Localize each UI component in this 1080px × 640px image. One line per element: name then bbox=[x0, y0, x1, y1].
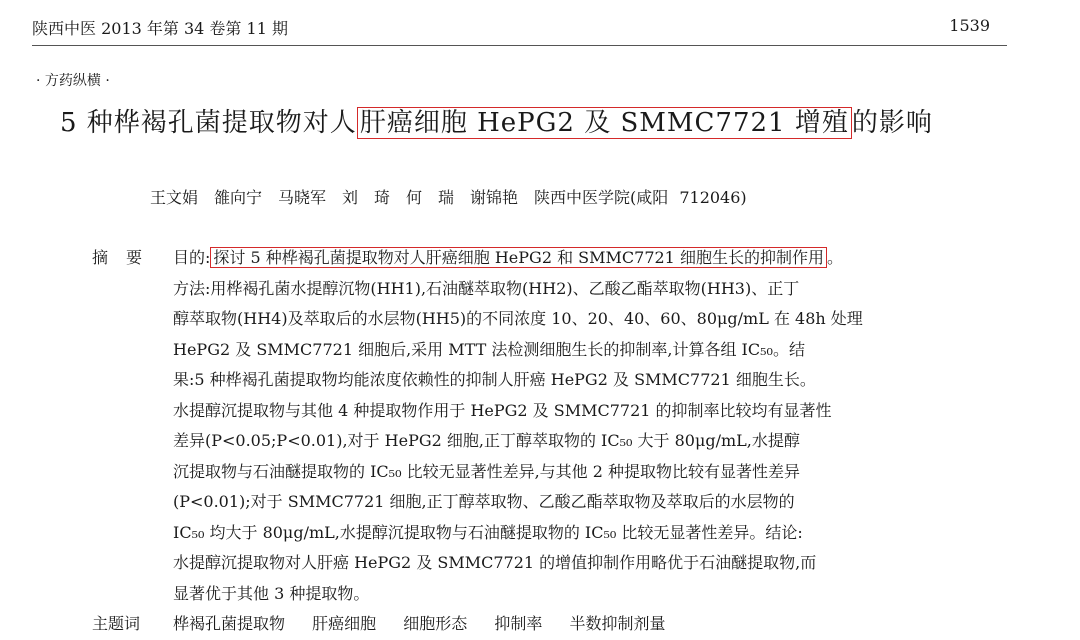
abstract-line: 方法:用桦褐孔菌水提醇沉物(HH1),石油醚萃取物(HH2)、乙酸乙酯萃取物(HH3)、正丁 bbox=[173, 278, 800, 298]
keyword-item: 桦褐孔菌提取物 bbox=[173, 614, 286, 633]
keywords-label: 主题词 bbox=[92, 614, 141, 633]
abstract-line: 差异(P<0.05;P<0.01),对于 HePG2 细胞,正丁醇萃取物的 IC₅₀ 大于 80μg/mL,水提醇 bbox=[173, 431, 800, 450]
authors-affiliation: 王文娟 雒向宁 马晓军 刘 琦 何 瑞 谢锦艳 陕西中医学院(咸阳 712046) bbox=[150, 188, 747, 207]
abstract-line: 显著优于其他 3 种提取物。 bbox=[173, 583, 370, 603]
title-highlight: 肝癌细胞 HePG2 及 SMMC7721 增殖 bbox=[357, 107, 852, 139]
objective-highlight: 探讨 5 种桦褐孔菌提取物对人肝癌细胞 HePG2 和 SMMC7721 细胞生长的抑制作用 bbox=[210, 247, 827, 268]
running-header bbox=[32, 16, 990, 39]
keyword-item: 细胞形态 bbox=[403, 614, 468, 633]
journal-info: 陕西中医 2013 年第 34 卷第 11 期 bbox=[32, 19, 288, 38]
abstract-line: (P<0.01);对于 SMMC7721 细胞,正丁醇萃取物、乙酸乙酯萃取物及萃取后的水层物的 bbox=[173, 492, 795, 511]
abstract-line: 沉提取物与石油醚提取物的 IC₅₀ 比较无显著性差异,与其他 2 种提取物比较有显著性差异 bbox=[173, 461, 801, 481]
abstract-line: 果:5 种桦褐孔菌提取物均能浓度依赖性的抑制人肝癌 HePG2 及 SMMC7721 细胞生长。 bbox=[173, 370, 816, 389]
column-label: · 方药纵横 · bbox=[36, 73, 110, 89]
keyword-item: 抑制率 bbox=[494, 614, 543, 633]
header-rule bbox=[32, 45, 1007, 46]
abstract-line: HePG2 及 SMMC7721 细胞后,采用 MTT 法检测细胞生长的抑制率,计算各组 IC₅₀。结 bbox=[173, 339, 805, 359]
abstract-line: 水提醇沉提取物对人肝癌 HePG2 及 SMMC7721 的增值抑制作用略优于石油醚提取物,而 bbox=[173, 553, 817, 572]
title-part2: 的影响 bbox=[851, 108, 933, 138]
abstract-line bbox=[173, 243, 978, 274]
keywords-list bbox=[173, 611, 687, 634]
keyword-item: 肝癌细胞 bbox=[312, 614, 377, 633]
objective-prefix: 目的: bbox=[173, 248, 211, 267]
keyword-item: 半数抑制剂量 bbox=[569, 614, 666, 633]
abstract-line: 水提醇沉提取物与其他 4 种提取物作用于 HePG2 及 SMMC7721 的抑制率比较均有显著性 bbox=[173, 400, 832, 420]
abstract-label: 摘要 bbox=[92, 248, 161, 267]
objective-end: 。 bbox=[826, 248, 843, 267]
paper-title bbox=[60, 102, 1020, 139]
title-part1: 5 种桦褐孔菌提取物对人 bbox=[60, 108, 357, 138]
abstract-body bbox=[173, 243, 978, 609]
abstract-line: 醇萃取物(HH4)及萃取后的水层物(HH5)的不同浓度 10、20、40、60、80μg/mL 在 48h 处理 bbox=[173, 309, 863, 328]
page-number: 1539 bbox=[949, 16, 990, 35]
abstract-line: IC₅₀ 均大于 80μg/mL,水提醇沉提取物与石油醚提取物的 IC₅₀ 比较无显著性差异。结论: bbox=[173, 522, 803, 542]
